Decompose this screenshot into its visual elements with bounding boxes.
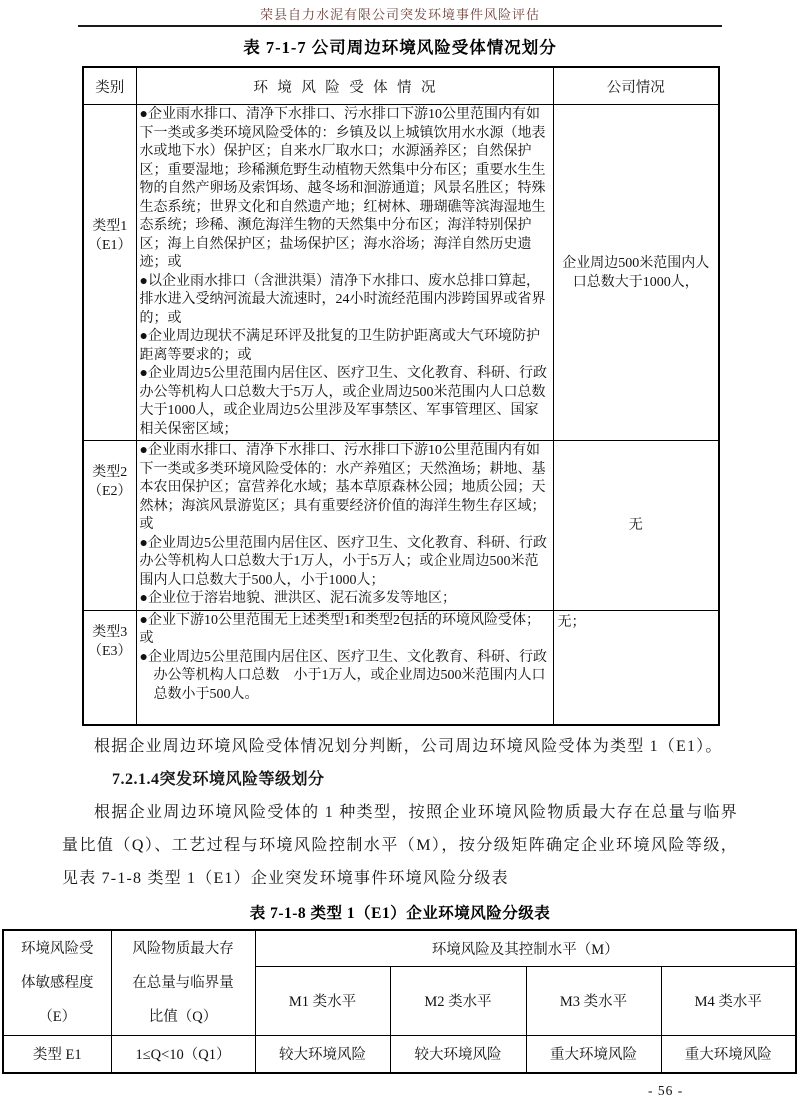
header-rule: [78, 25, 722, 27]
cell-e-type: 类型 E1: [3, 1036, 111, 1073]
table2-header-sensitivity: [3, 930, 111, 1036]
category-type: 类型1: [92, 219, 128, 234]
category-code: （E1）: [87, 238, 132, 253]
receptor-cell-e2: [136, 441, 553, 611]
company-cell-e3: 无；: [553, 610, 719, 725]
table1-header-receptor: 环境风险受体情况: [136, 67, 553, 105]
company-cell-e1: 企业周边500米范围内人口总数大于1000人，: [553, 105, 719, 441]
header-line: 环境风险受: [21, 941, 94, 957]
table-row-e2: [83, 441, 719, 611]
category-cell-e2: [83, 441, 136, 611]
receptor-cell-e1: [136, 105, 553, 441]
bullet-item: ●企业周边现状不满足环评及批复的卫生防护距离或大气环境防护距离等要求的；或: [139, 329, 540, 363]
receptor-classification-table: [82, 66, 720, 726]
risk-grading-table: [2, 929, 797, 1074]
page-number: - 56 -: [648, 1083, 684, 1098]
table2-title: 表 7-1-8 类型 1（E1）企业环境风险分级表: [249, 905, 551, 922]
table-row-e1: [83, 105, 719, 441]
bullet-item: ●以企业雨水排口（含泄洪渠）清净下水排口、废水总排口算起，排水进入受纳河流最大流速时，24小时流经范围内涉跨国界或省界的；或: [139, 273, 546, 326]
table2-header-m1: M1 类水平: [255, 966, 390, 1035]
cell-m1-result: 较大环境风险: [255, 1036, 390, 1073]
table1-header-row: [83, 67, 719, 105]
cell-m4-result: 重大环境风险: [661, 1036, 796, 1073]
header-line: 在总量与临界量: [132, 975, 234, 991]
table-row-e3: [83, 610, 719, 725]
cell-m2-result: 较大环境风险: [390, 1036, 526, 1073]
table2-header-m4: M4 类水平: [661, 966, 796, 1035]
table2-header-row-1: [3, 930, 796, 966]
category-code: （E3）: [87, 643, 132, 659]
table2-header-m-control: 环境风险及其控制水平（M）: [255, 930, 796, 966]
header-line: 风险物质最大存: [132, 941, 234, 957]
table1-title: 表 7-1-7 公司周边环境风险受体情况划分: [243, 38, 557, 57]
paragraph-grading: 根据企业周边环境风险受体的 1 种类型，按照企业环境风险物质最大存在总量与临界量比值（Q）、工艺过程与环境风险控制水平（M），按分级矩阵确定企业环境风险等级，见表 7-1-8 类型 1（E1）企业突发环境事件环境风险分级表: [62, 804, 738, 887]
company-cell-e2: 无: [553, 441, 719, 611]
cell-q-range: 1≤Q<10（Q1）: [111, 1036, 255, 1073]
bullet-item: ●企业周边5公里范围内居住区、医疗卫生、文化教育、科研、行政办公等机构人口总数大于5万人，或企业周边500米范围内人口总数大于1000人，或企业周边5公里涉及军事禁区、军事管理区、国家相关保密区域；: [139, 366, 547, 437]
bullet-item: ●企业周边5公里范围内居住区、医疗卫生、文化教育、科研、行政办公等机构人口总数 小于1万人，或企业周边500米范围内人口总数小于500人。: [139, 649, 547, 702]
bullet-item: ●企业雨水排口、清净下水排口、污水排口下游10公里范围内有如下一类或多类环境风险受体的：乡镇及以上城镇饮用水水源（地表水或地下水）保护区；自来水厂取水口；水源涵养区；自然保护区；重要湿地；珍稀濒危野生动植物天然集中分布区；重要水生生物的自然产卵场及索饵场、越冬场和洄游通道；风景名胜区；特殊生态系统；世界文化和自然遗产地；红树林、珊瑚礁等滨海湿地生态系统；珍稀、濒危海洋生物的天然集中分布区；海洋特别保护区；海上自然保护区；盐场保护区；海水浴场；海洋自然历史遗迹；或: [139, 107, 546, 270]
body-text: [62, 730, 738, 895]
table1-header-company: 公司情况: [553, 67, 719, 105]
section-heading-7214: 7.2.1.4突发环境风险等级划分: [112, 771, 325, 788]
category-code: （E2）: [87, 484, 132, 499]
table2-header-m3: M3 类水平: [526, 966, 661, 1035]
category-cell-e1: [83, 105, 136, 441]
category-cell-e3: [83, 610, 136, 725]
paragraph-conclusion: 根据企业周边环境风险受体情况划分判断，公司周边环境风险受体为类型 1（E1）。: [94, 738, 723, 755]
header-line: 体敏感程度: [21, 975, 94, 991]
category-type: 类型2: [92, 465, 128, 480]
table2-header-q-ratio: [111, 930, 255, 1036]
header-line: 比值（Q）: [148, 1009, 218, 1025]
bullet-item: ●企业下游10公里范围无上述类型1和类型2包括的环境风险受体；或: [139, 612, 540, 646]
running-header: 荣县自力水泥有限公司突发环境事件风险评估: [259, 7, 540, 22]
cell-m3-result: 重大环境风险: [526, 1036, 661, 1073]
table2-header-m2: M2 类水平: [390, 966, 526, 1035]
table2-data-row: [3, 1036, 796, 1073]
bullet-item: ●企业雨水排口、清净下水排口、污水排口下游10公里范围内有如下一类或多类环境风险受体的：水产养殖区；天然渔场；耕地、基本农田保护区；富营养化水域；基本草原森林公园；地质公园；天然林；海滨风景游览区；具有重要经济价值的海洋生物生存区域；或: [139, 443, 546, 532]
category-type: 类型3: [92, 624, 128, 640]
receptor-cell-e3: [136, 610, 553, 725]
bullet-item: ●企业周边5公里范围内居住区、医疗卫生、文化教育、科研、行政办公等机构人口总数大于1万人，小于5万人；或企业周边500米范围内人口总数大于500人，小于1000人；: [139, 535, 547, 588]
header-line: （E）: [38, 1009, 77, 1025]
bullet-item: ●企业位于溶岩地貌、泄洪区、泥石流多发等地区；: [139, 591, 456, 606]
table1-header-category: 类别: [83, 67, 136, 105]
